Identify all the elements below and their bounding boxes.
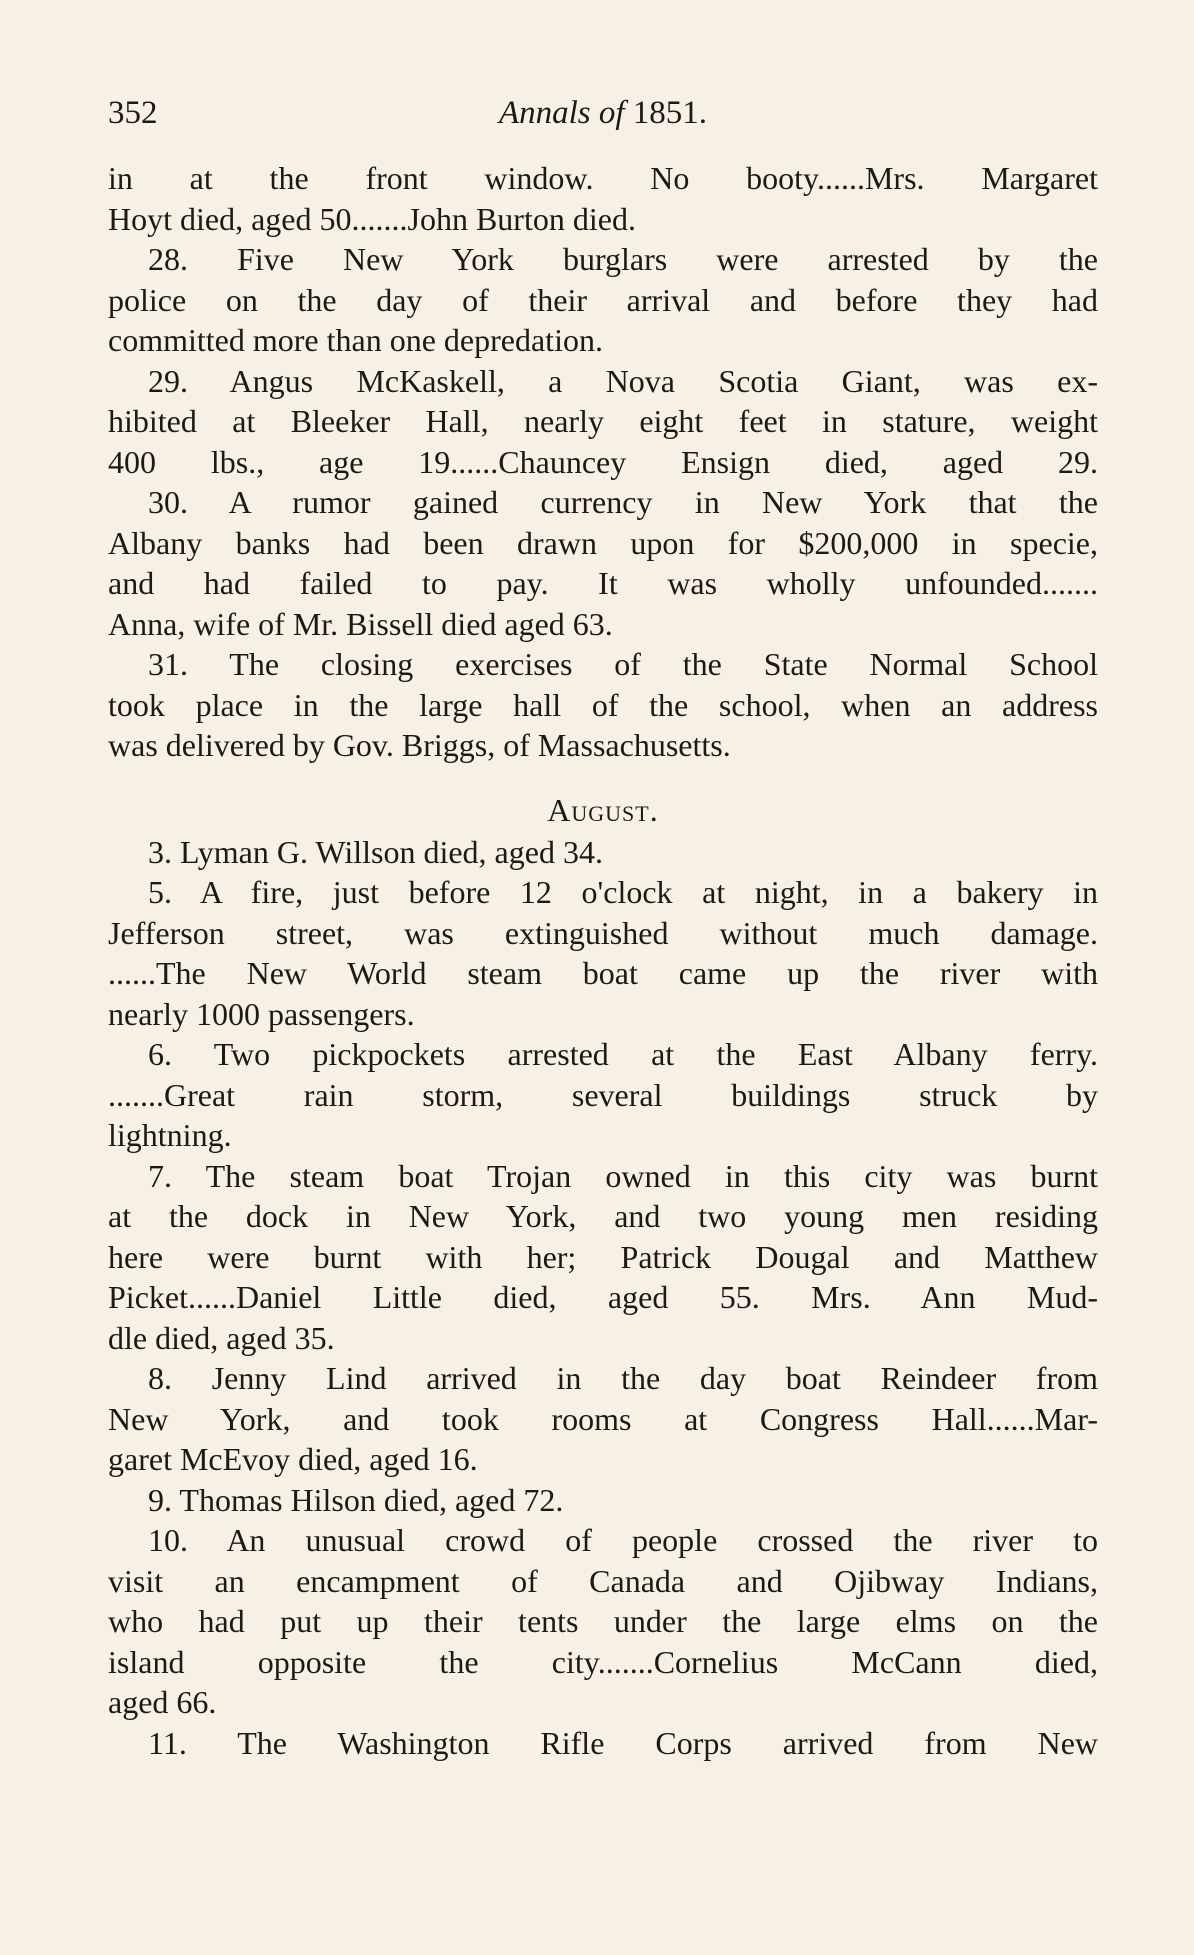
text-line: garet McEvoy died, aged 16. [108,1441,478,1477]
text-line: Hoyt died, aged 50.......John Burton died. [108,200,636,237]
text-line: 6. Two pickpockets arrested at the East Albany ferry. [148,1036,1098,1072]
text-line: lightning. [108,1117,232,1153]
july-entries [108,158,1098,766]
text-line: 7. The steam boat Trojan owned in this city was burnt [148,1157,1098,1194]
text-line: took place in the large hall of the school, when an address [108,686,1098,723]
text-line: nearly 1000 passengers. [108,995,415,1032]
running-title-year: 1851. [632,95,708,131]
text-line: 30. A rumor gained currency in New York that the [148,484,1098,520]
text-line: 3. Lyman G. Willson died, aged 34. [148,833,603,870]
running-title [108,88,1098,138]
text-line: who had put up their tents under the large elms on the [108,1603,1098,1639]
text-line: .......Great rain storm, several buildings struck by [108,1076,1098,1113]
page-number: 352 [108,95,158,131]
text-line: 10. An unusual crowd of people crossed the river to [148,1522,1098,1558]
text-line: in at the front window. No booty......Mrs. Margaret [108,160,1098,196]
text-line: island opposite the city.......Cornelius McCann died, [108,1643,1098,1680]
text-line: 9. Thomas Hilson died, aged 72. [148,1481,564,1518]
text-line: New York, and took rooms at Congress Hall......Mar- [108,1400,1098,1437]
section-heading-august: August. [547,791,659,828]
text-line: Jefferson street, was extinguished without much damage. [108,914,1098,951]
text-line: ......The New World steam boat came up the river with [108,955,1098,991]
text-line: Albany banks had been drawn upon for $200,000 in specie, [108,524,1098,561]
page-header [108,88,1098,138]
text-line: visit an encampment of Canada and Ojibway Indians, [108,1562,1098,1599]
text-line: committed more than one depredation. [108,322,603,358]
text-line: 5. A fire, just before 12 o'clock at night, in a bakery in [148,874,1098,910]
text-line: 28. Five New York burglars were arrested by the [148,241,1098,277]
text-line: 29. Angus McKaskell, a Nova Scotia Giant, was ex- [148,362,1098,399]
text-line: aged 66. [108,1684,217,1720]
book-page [108,88,1098,1763]
text-line: and had failed to pay. It was wholly unfounded....... [108,565,1098,601]
text-line: hibited at Bleeker Hall, nearly eight feet in stature, weight [108,403,1098,439]
text-line: Anna, wife of Mr. Bissell died aged 63. [108,605,613,642]
text-line: 11. The Washington Rifle Corps arrived from New [148,1724,1098,1761]
text-line: 400 lbs., age 19......Chauncey Ensign died, aged 29. [108,443,1098,480]
text-line: 8. Jenny Lind arrived in the day boat Reindeer from [148,1360,1098,1396]
text-line: police on the day of their arrival and before they had [108,281,1098,318]
page-body [108,158,1098,1763]
running-title-prefix: Annals of [498,95,625,131]
text-line: 31. The closing exercises of the State Normal School [148,646,1098,682]
text-line: here were burnt with her; Patrick Dougal and Matthew [108,1238,1098,1275]
august-entries [108,832,1098,1764]
text-line: dle died, aged 35. [108,1319,335,1356]
text-line: Picket......Daniel Little died, aged 55. Mrs. Ann Mud- [108,1279,1098,1315]
text-line: at the dock in New York, and two young men residing [108,1198,1098,1234]
text-line: was delivered by Gov. Briggs, of Massachusetts. [108,727,731,763]
